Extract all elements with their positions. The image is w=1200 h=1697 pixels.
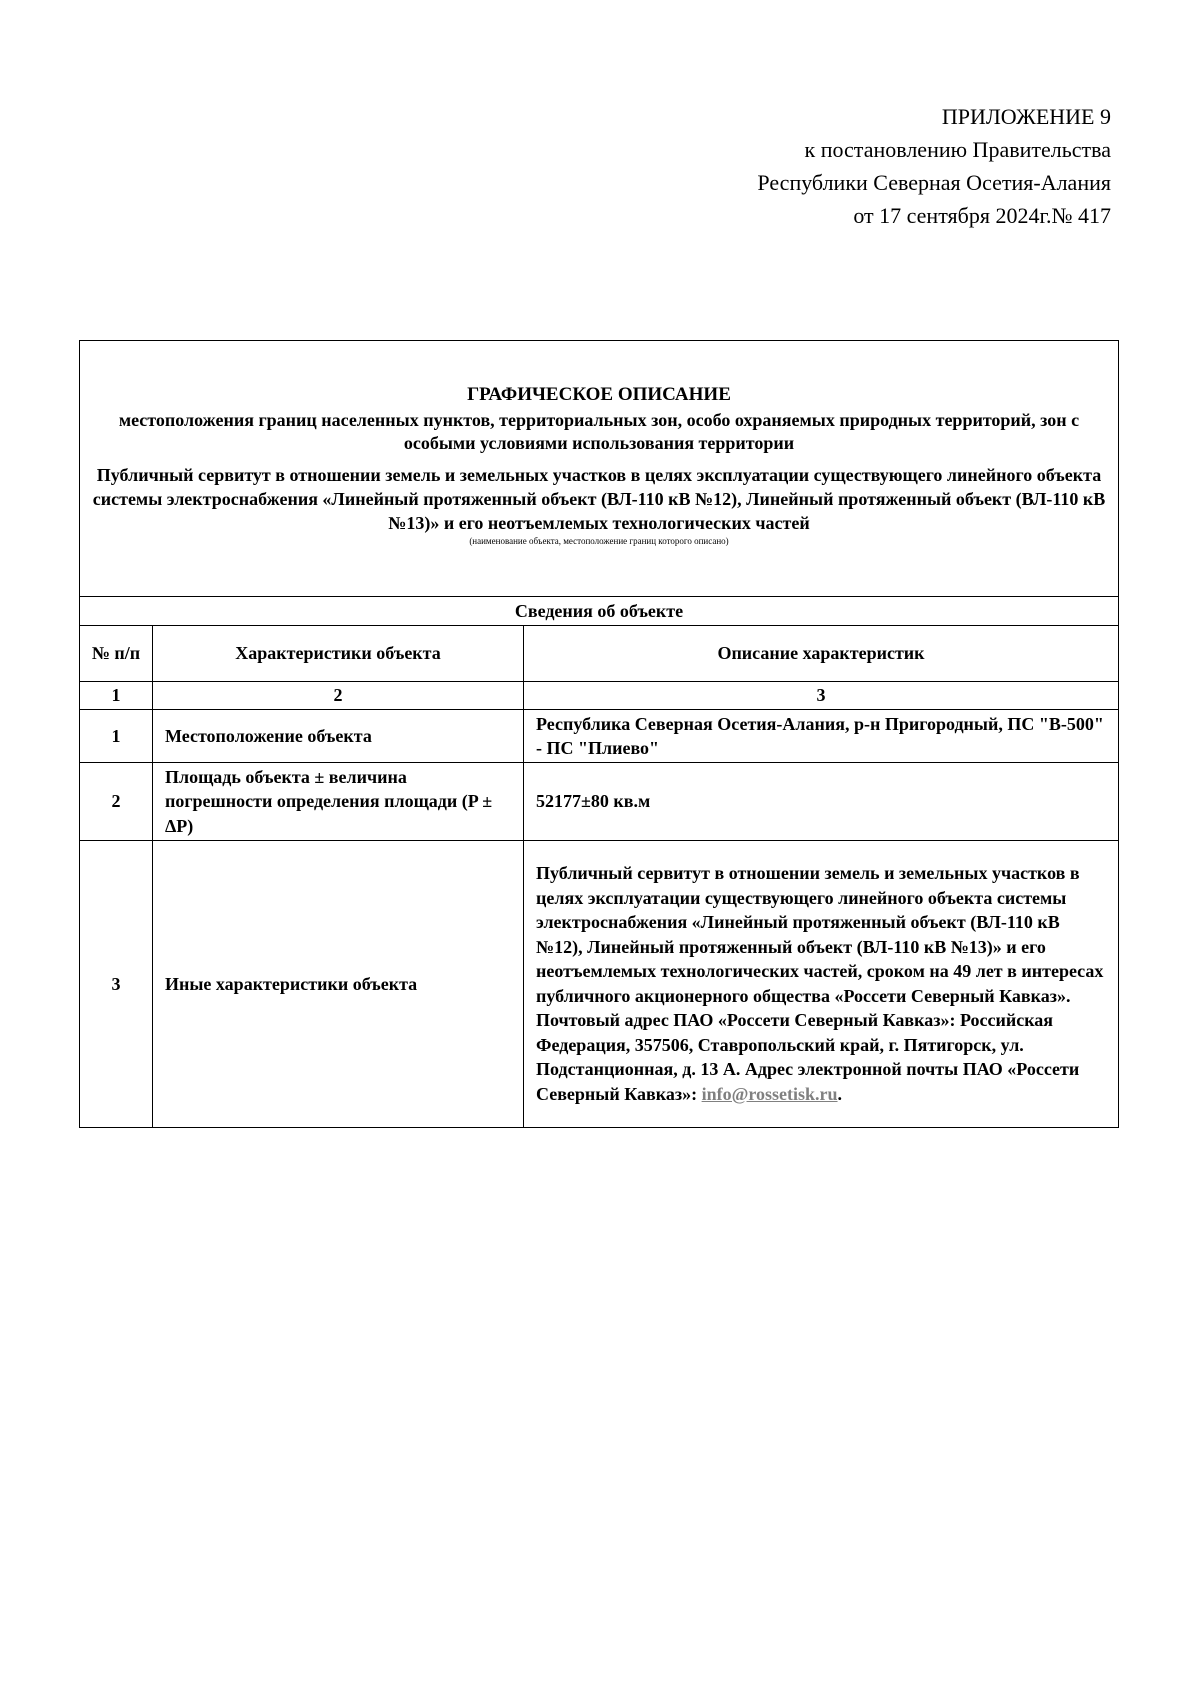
column-number-2: 2 [153, 682, 524, 710]
column-number-3: 3 [524, 682, 1119, 710]
row-description: Республика Северная Осетия-Алания, р-н Пригородный, ПС "В-500" - ПС "Плиево" [524, 710, 1119, 763]
row-description: Публичный сервитут в отношении земель и земельных участков в целях эксплуатации существующего линейного объекта системы электроснабжения «Линейный протяженный объект (ВЛ-110 кВ №12), Линейный протяженный объект (ВЛ-110 кВ №13)» и его неотъемлемых технологических частей, сроком на 49 лет в интересах публичного акционерного общества «Россети Северный Кавказ». Почтовый адрес ПАО «Россети Северный Кавказ»: Российская Федерация, 357506, Ставропольский край, г. Пятигорск, ул. Подстанционная, д. 13 А. Адрес электронной почты ПАО «Россети Северный Кавказ»: [536, 863, 1104, 1104]
row-characteristic: Иные характеристики объекта [153, 841, 524, 1127]
row-number: 3 [80, 841, 153, 1127]
row-characteristic: Местоположение объекта [153, 710, 524, 763]
column-number-1: 1 [80, 682, 153, 710]
object-info-table [80, 596, 1118, 1127]
column-header-description: Описание характеристик [524, 626, 1119, 682]
table-row [80, 763, 1118, 841]
row-description: 52177±80 кв.м [524, 763, 1119, 841]
row-characteristic: Площадь объекта ± величина погрешности определения площади (P ± ΔP) [153, 763, 524, 841]
section-title: Сведения об объекте [80, 597, 1118, 626]
row-description-cell [524, 841, 1119, 1127]
appendix-block [757, 100, 1111, 232]
table-row [80, 841, 1118, 1127]
object-name: Публичный сервитут в отношении земель и земельных участков в целях эксплуатации существующего линейного объекта системы электроснабжения «Линейный протяженный объект (ВЛ-110 кВ №12), Линейный протяженный объект (ВЛ-110 кВ №13)» и его неотъемлемых технологических частей [92, 465, 1106, 533]
appendix-republic: Республики Северная Осетия-Алания [757, 170, 1111, 195]
email-link[interactable]: info@rossetisk.ru [701, 1083, 838, 1104]
row-description-tail: . [837, 1083, 843, 1104]
appendix-to-resolution: к постановлению Правительства [804, 137, 1111, 162]
document-subtitle: местоположения границ населенных пунктов, территориальных зон, особо охраняемых природных территорий, зон с особыми условиями использования территории [118, 410, 1080, 453]
section-row [80, 597, 1118, 626]
document-title: ГРАФИЧЕСКОЕ ОПИСАНИЕ [467, 384, 731, 405]
row-number: 2 [80, 763, 153, 841]
table-header-row [80, 626, 1118, 682]
table-row [80, 710, 1118, 763]
document-header [80, 341, 1118, 596]
column-header-characteristic: Характеристики объекта [153, 626, 524, 682]
object-name-caption: (наименование объекта, местоположение границ которого описано) [469, 536, 729, 546]
appendix-number: ПРИЛОЖЕНИЕ 9 [941, 104, 1111, 129]
column-header-number: № п/п [80, 626, 153, 682]
row-number: 1 [80, 710, 153, 763]
column-number-row [80, 682, 1118, 710]
graphic-description-frame [79, 340, 1119, 1128]
appendix-date-number: от 17 сентября 2024г.№ 417 [853, 203, 1111, 228]
